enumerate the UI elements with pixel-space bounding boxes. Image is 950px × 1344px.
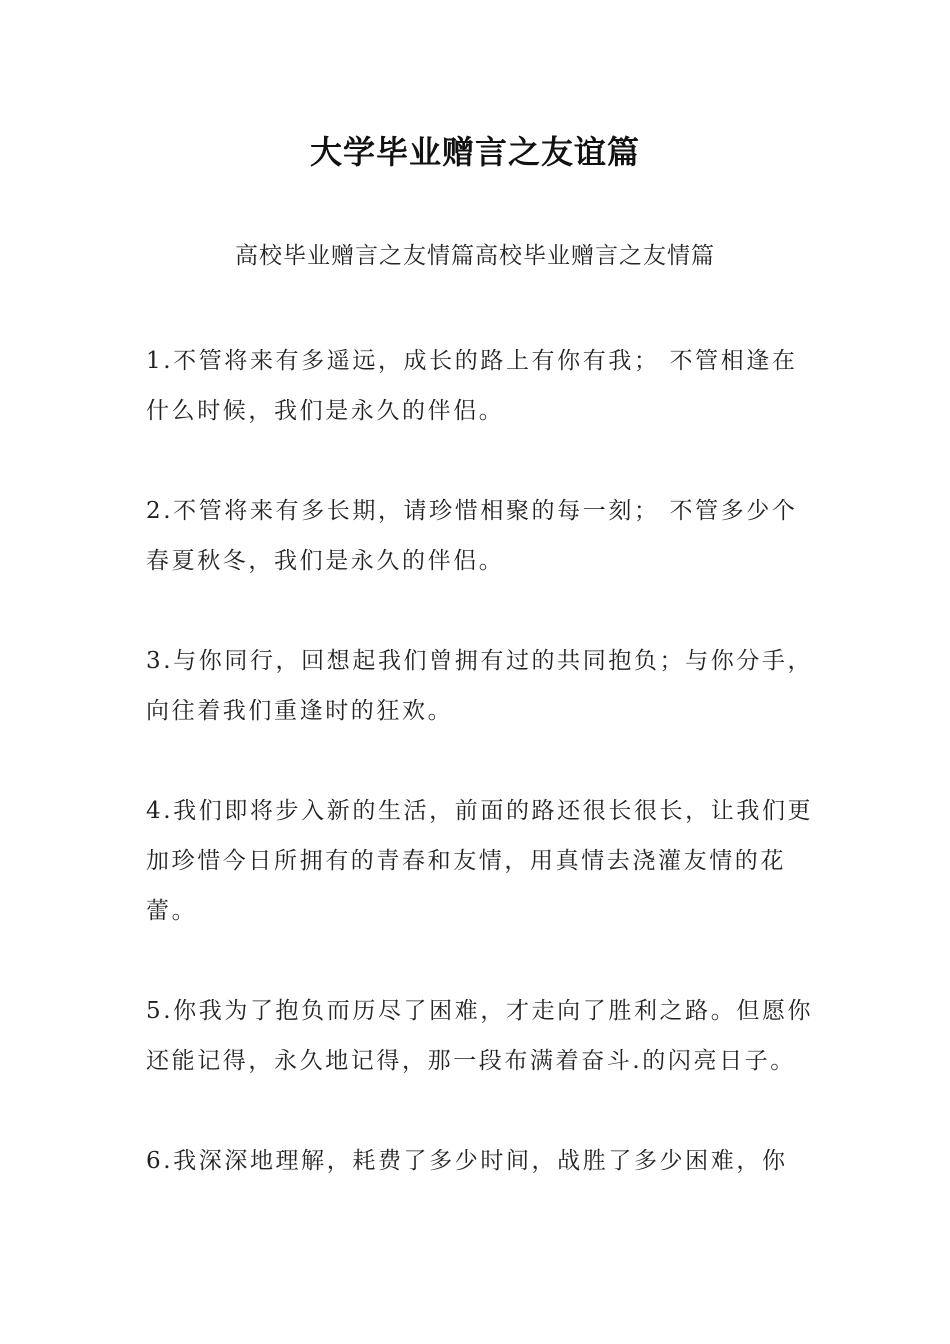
paragraph-1: 1.不管将来有多遥远，成长的路上有你有我； 不管相逢在什么时候，我们是永久的伴侣。: [146, 348, 798, 424]
paragraph-2: 2.不管将来有多长期，请珍惜相聚的每一刻； 不管多少个春夏秋冬，我们是永久的伴侣。: [146, 498, 798, 574]
paragraph-4: 4.我们即将步入新的生活，前面的路还很长很长，让我们更加珍惜今日所拥有的青春和友情，用真情去浇灌友情的花蕾。: [146, 798, 814, 924]
document-title: 大学毕业赠言之友谊篇: [309, 133, 640, 171]
paragraph-list: [146, 336, 822, 1236]
document-subtitle: 高校毕业赠言之友情篇高校毕业赠言之友情篇: [235, 243, 715, 269]
paragraph-3: 3.与你同行，回想起我们曾拥有过的共同抱负；与你分手，向往着我们重逢时的狂欢。: [146, 648, 814, 724]
paragraph-6: 6.我深深地理解，耗费了多少时间，战胜了多少困难，你: [146, 1148, 788, 1174]
paragraph-5: 5.你我为了抱负而历尽了困难，才走向了胜利之路。但愿你还能记得，永久地记得，那一段布满着奋斗.的闪亮日子。: [146, 998, 814, 1074]
